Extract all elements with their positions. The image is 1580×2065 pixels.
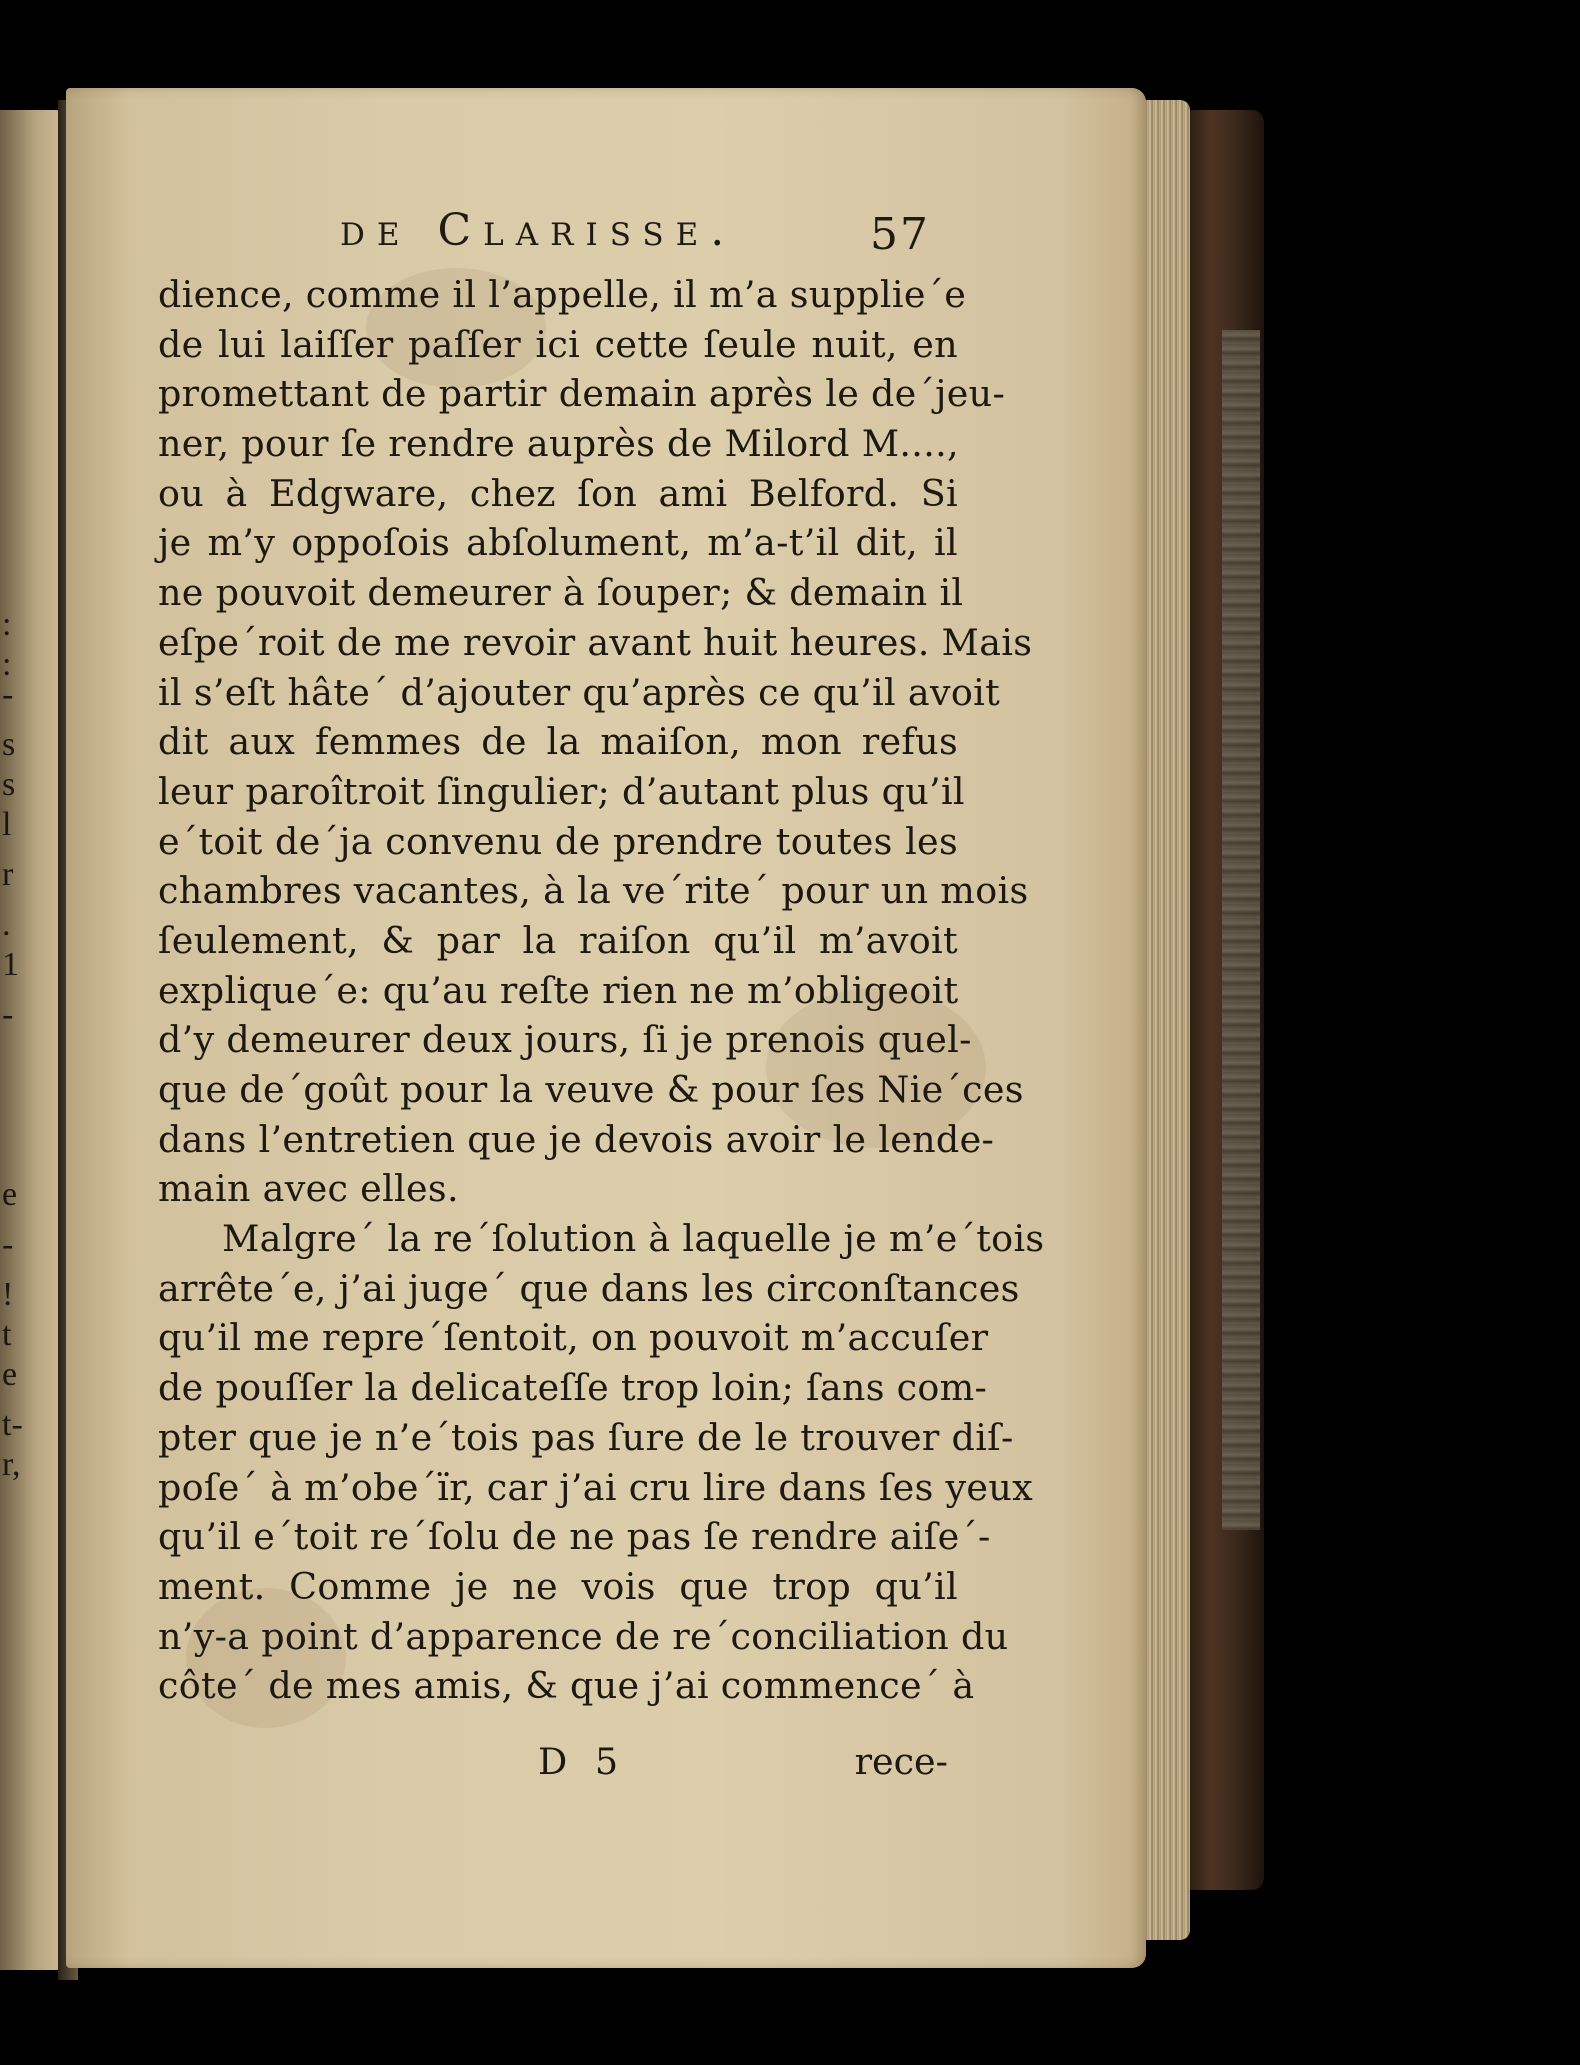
text-line: eſpe´roit de me revoir avant huit heures. Mais	[158, 620, 1033, 664]
page-footer	[158, 1740, 958, 1790]
text-line: côte´ de mes amis, & que j’ai commence´ à	[158, 1664, 975, 1708]
cover-worn-edge	[1222, 330, 1260, 1530]
margin-glyph: -	[2, 996, 14, 1033]
margin-glyph: :	[2, 606, 12, 643]
left-page-margin-text	[0, 110, 23, 1970]
text-line: dience, comme il l’appelle, il m’a supplie´e	[158, 273, 967, 316]
text-line: de lui laiſſer paſſer ici cette ſeule nuit, en	[158, 322, 958, 366]
margin-glyph: e	[2, 1176, 18, 1213]
text-line: ner, pour ſe rendre auprès de Milord M....,	[158, 422, 959, 466]
margin-glyph: s	[2, 766, 16, 803]
margin-glyph: l	[2, 806, 12, 843]
text-line: ſeulement, & par la raiſon qu’il m’avoit	[158, 918, 958, 962]
margin-glyph: :	[2, 646, 12, 683]
margin-glyph: s	[2, 726, 16, 763]
margin-glyph: r	[2, 856, 14, 893]
text-line: dit aux femmes de la maiſon, mon refus	[158, 720, 958, 764]
margin-glyph: t-	[2, 1406, 23, 1443]
margin-glyph: e	[2, 1356, 18, 1393]
margin-glyph: t	[2, 1316, 12, 1353]
text-line: leur paroîtroit ſingulier; d’autant plus qu’il	[158, 769, 965, 813]
text-line: arrête´e, j’ai juge´ que dans les circonſtances	[158, 1266, 1020, 1310]
text-line: qu’il e´toit re´ſolu de ne pas ſe rendre aiſe´-	[158, 1515, 991, 1559]
text-line: chambres vacantes, à la ve´rite´ pour un mois	[158, 869, 1029, 913]
running-title: de Clarisse.	[340, 205, 737, 256]
margin-glyph: .	[2, 906, 11, 943]
margin-glyph: -	[2, 676, 14, 713]
text-line: ne pouvoit demeurer à ſouper; & demain il	[158, 571, 964, 615]
text-line: d’y demeurer deux jours, ſi je prenois quel-	[158, 1018, 972, 1062]
catchword: rece-	[854, 1740, 948, 1783]
running-header	[330, 205, 950, 265]
text-line: poſe´ à m’obe´ïr, car j’ai cru lire dans ſes yeux	[158, 1465, 1034, 1509]
text-line: qu’il me repre´ſentoit, on pouvoit m’accuſer	[158, 1316, 989, 1360]
text-line: ment. Comme je ne vois que trop qu’il	[158, 1564, 958, 1608]
text-line: que de´goût pour la veuve & pour ſes Nie´ces	[158, 1068, 1024, 1111]
body-text	[158, 270, 1045, 1711]
text-line: il s’eſt hâte´ d’ajouter qu’après ce qu’il avoit	[158, 670, 1001, 714]
text-line: promettant de partir demain après le de´jeu-	[158, 372, 1006, 416]
text-line: main avec elles.	[158, 1167, 459, 1211]
text-line: je m’y oppoſois abſolument, m’a-t’il dit, il	[158, 521, 958, 565]
page-number: 57	[870, 209, 930, 260]
text-line: e´toit de´ja convenu de prendre toutes les	[158, 819, 958, 863]
text-line: explique´e: qu’au reſte rien ne m’obligeoit	[158, 968, 959, 1012]
margin-glyph: r,	[2, 1446, 21, 1483]
text-line: n’y-a point d’apparence de re´conciliation du	[158, 1614, 1009, 1658]
text-line: ou à Edgware, chez ſon ami Belford. Si	[158, 471, 958, 515]
signature-mark: D 5	[538, 1740, 627, 1783]
text-line: de pouſſer la delicateſſe trop loin; ſans com-	[158, 1366, 988, 1410]
margin-glyph: 1	[2, 946, 19, 983]
margin-glyph: !	[2, 1276, 14, 1313]
text-line: pter que je n’e´tois pas ſure de le trouver diſ-	[158, 1415, 1014, 1459]
text-line: dans l’entretien que je devois avoir le lende-	[158, 1117, 995, 1161]
text-line: Malgre´ la re´ſolution à laquelle je m’e´tois	[222, 1217, 1045, 1261]
margin-glyph: -	[2, 1226, 14, 1263]
